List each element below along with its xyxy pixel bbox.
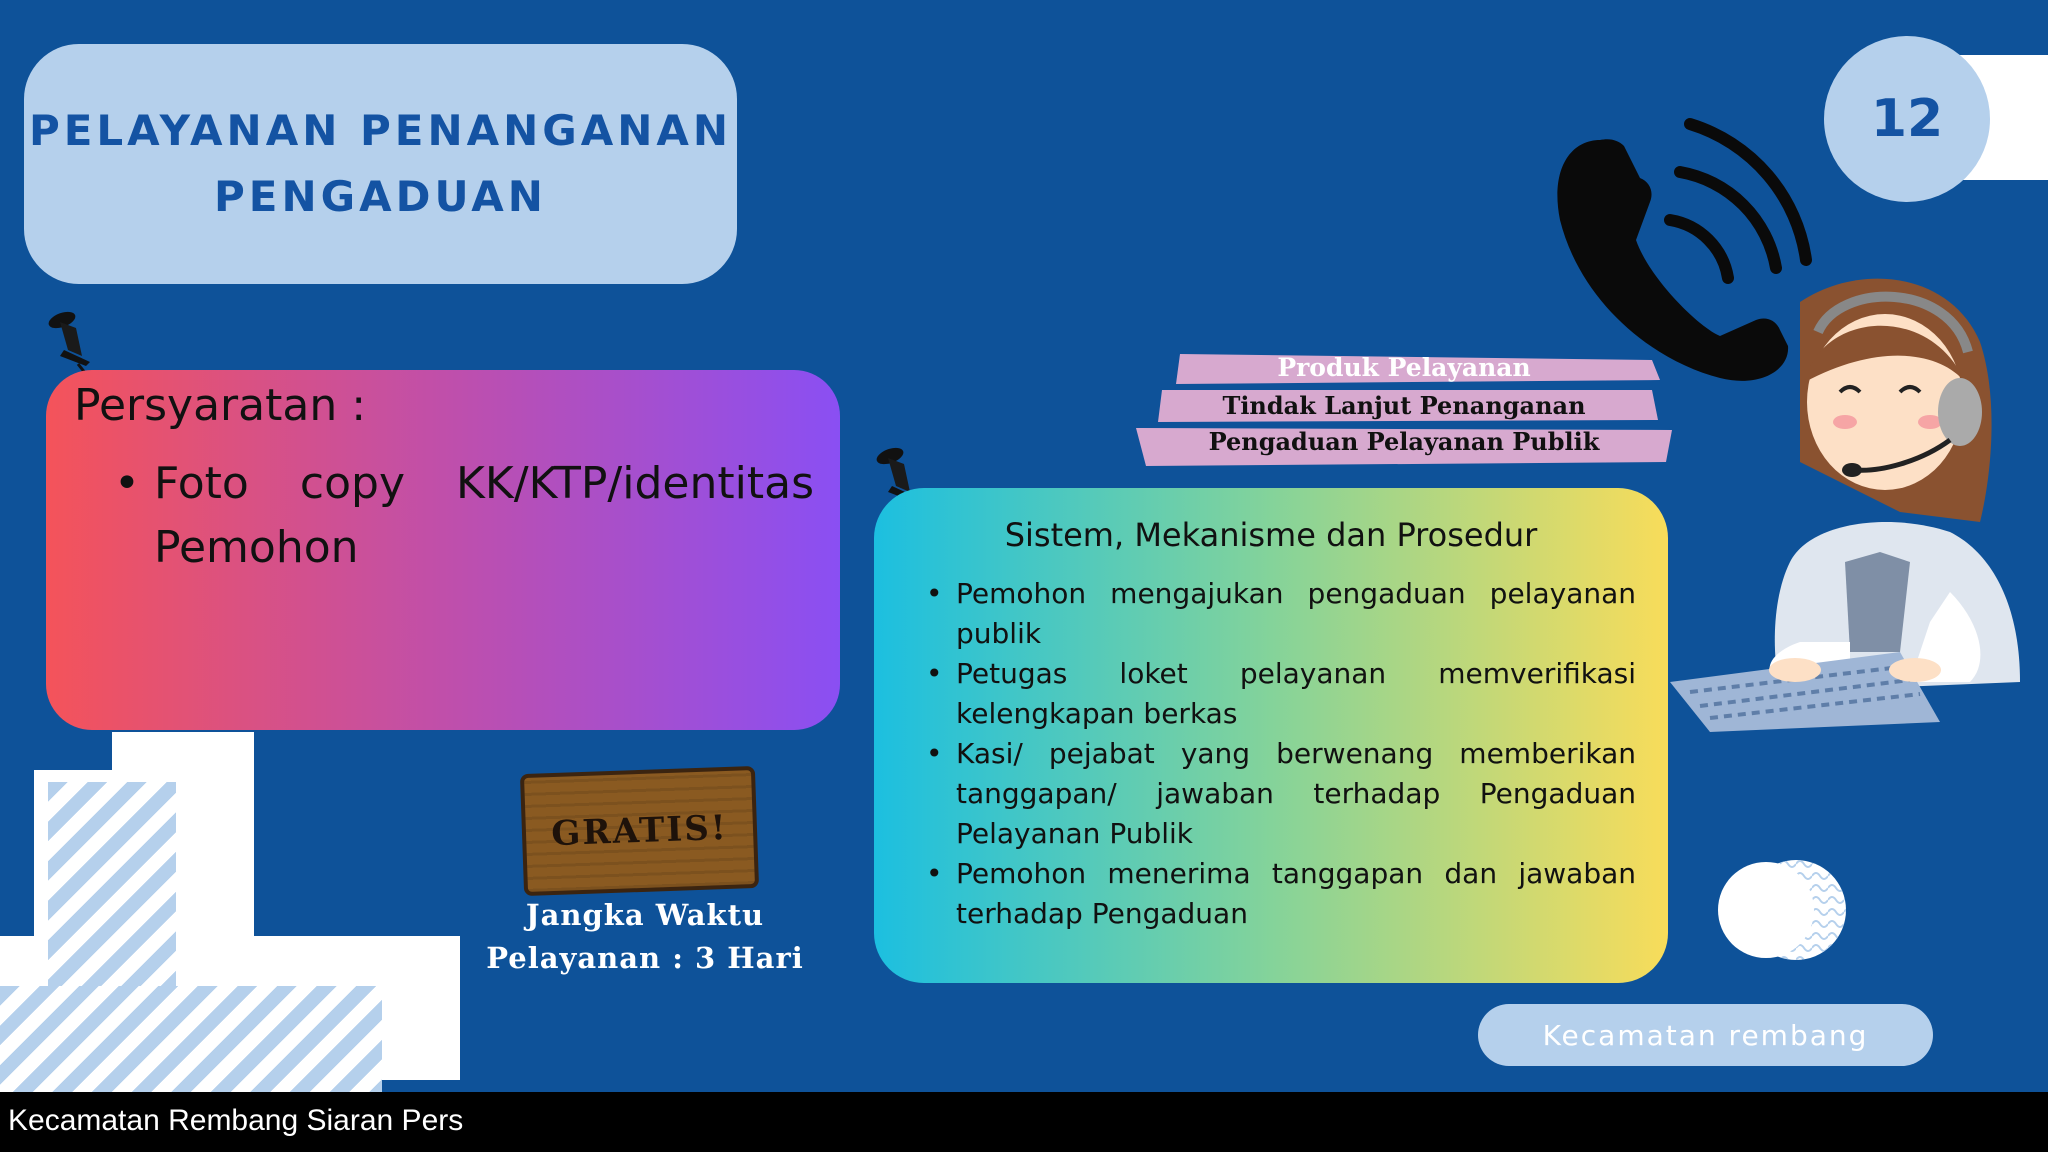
product-heading: Produk Pelayanan	[1277, 353, 1531, 382]
title-line-2: PENGADUAN	[214, 172, 547, 221]
procedure-step: • Pemohon menerima tanggapan dan jawaban terhadap Pengaduan	[926, 854, 1636, 934]
requirements-list	[114, 452, 814, 580]
requirements-card	[46, 370, 840, 730]
gratis-label: GRATIS!	[550, 807, 729, 855]
title-card	[24, 44, 737, 284]
procedure-heading: Sistem, Mekanisme dan Prosedur	[1004, 516, 1538, 554]
requirements-heading: Persyaratan :	[74, 380, 367, 431]
duration-line-2: Pelayanan : 3 Hari	[486, 941, 804, 975]
procedure-card	[874, 488, 1668, 983]
service-duration	[462, 894, 828, 980]
decor-stripes-2	[0, 986, 382, 1092]
product-banner	[1132, 350, 1676, 478]
caption-text: Kecamatan Rembang Siaran Pers	[8, 1104, 464, 1137]
title-line-1: PELAYANAN PENANGANAN	[28, 106, 733, 155]
page-title	[29, 98, 732, 230]
gratis-sign	[520, 766, 759, 896]
product-line-2: Pengaduan Pelayanan Publik	[1208, 427, 1600, 456]
page-number-badge: 12	[1824, 36, 1990, 202]
decor-circles	[1716, 858, 1850, 962]
duration-line-1: Jangka Waktu	[525, 898, 765, 932]
procedure-step: • Kasi/ pejabat yang berwenang memberikan tanggapan/ jawaban terhadap Pengaduan Pelayanan Publik	[926, 734, 1636, 854]
call-center-operator-illustration	[1650, 262, 2048, 732]
product-line-1: Tindak Lanjut Penanganan	[1222, 391, 1586, 420]
procedure-step: • Pemohon mengajukan pengaduan pelayanan publik	[926, 574, 1636, 654]
caption-bar	[0, 1092, 2048, 1152]
procedure-step: • Petugas loket pelayanan memverifikasi kelengkapan berkas	[926, 654, 1636, 734]
requirement-item: • Foto copy KK/KTP/identitas Pemohon	[114, 452, 814, 580]
procedure-list	[926, 574, 1636, 934]
footer-label: Kecamatan rembang	[1478, 1004, 1933, 1066]
